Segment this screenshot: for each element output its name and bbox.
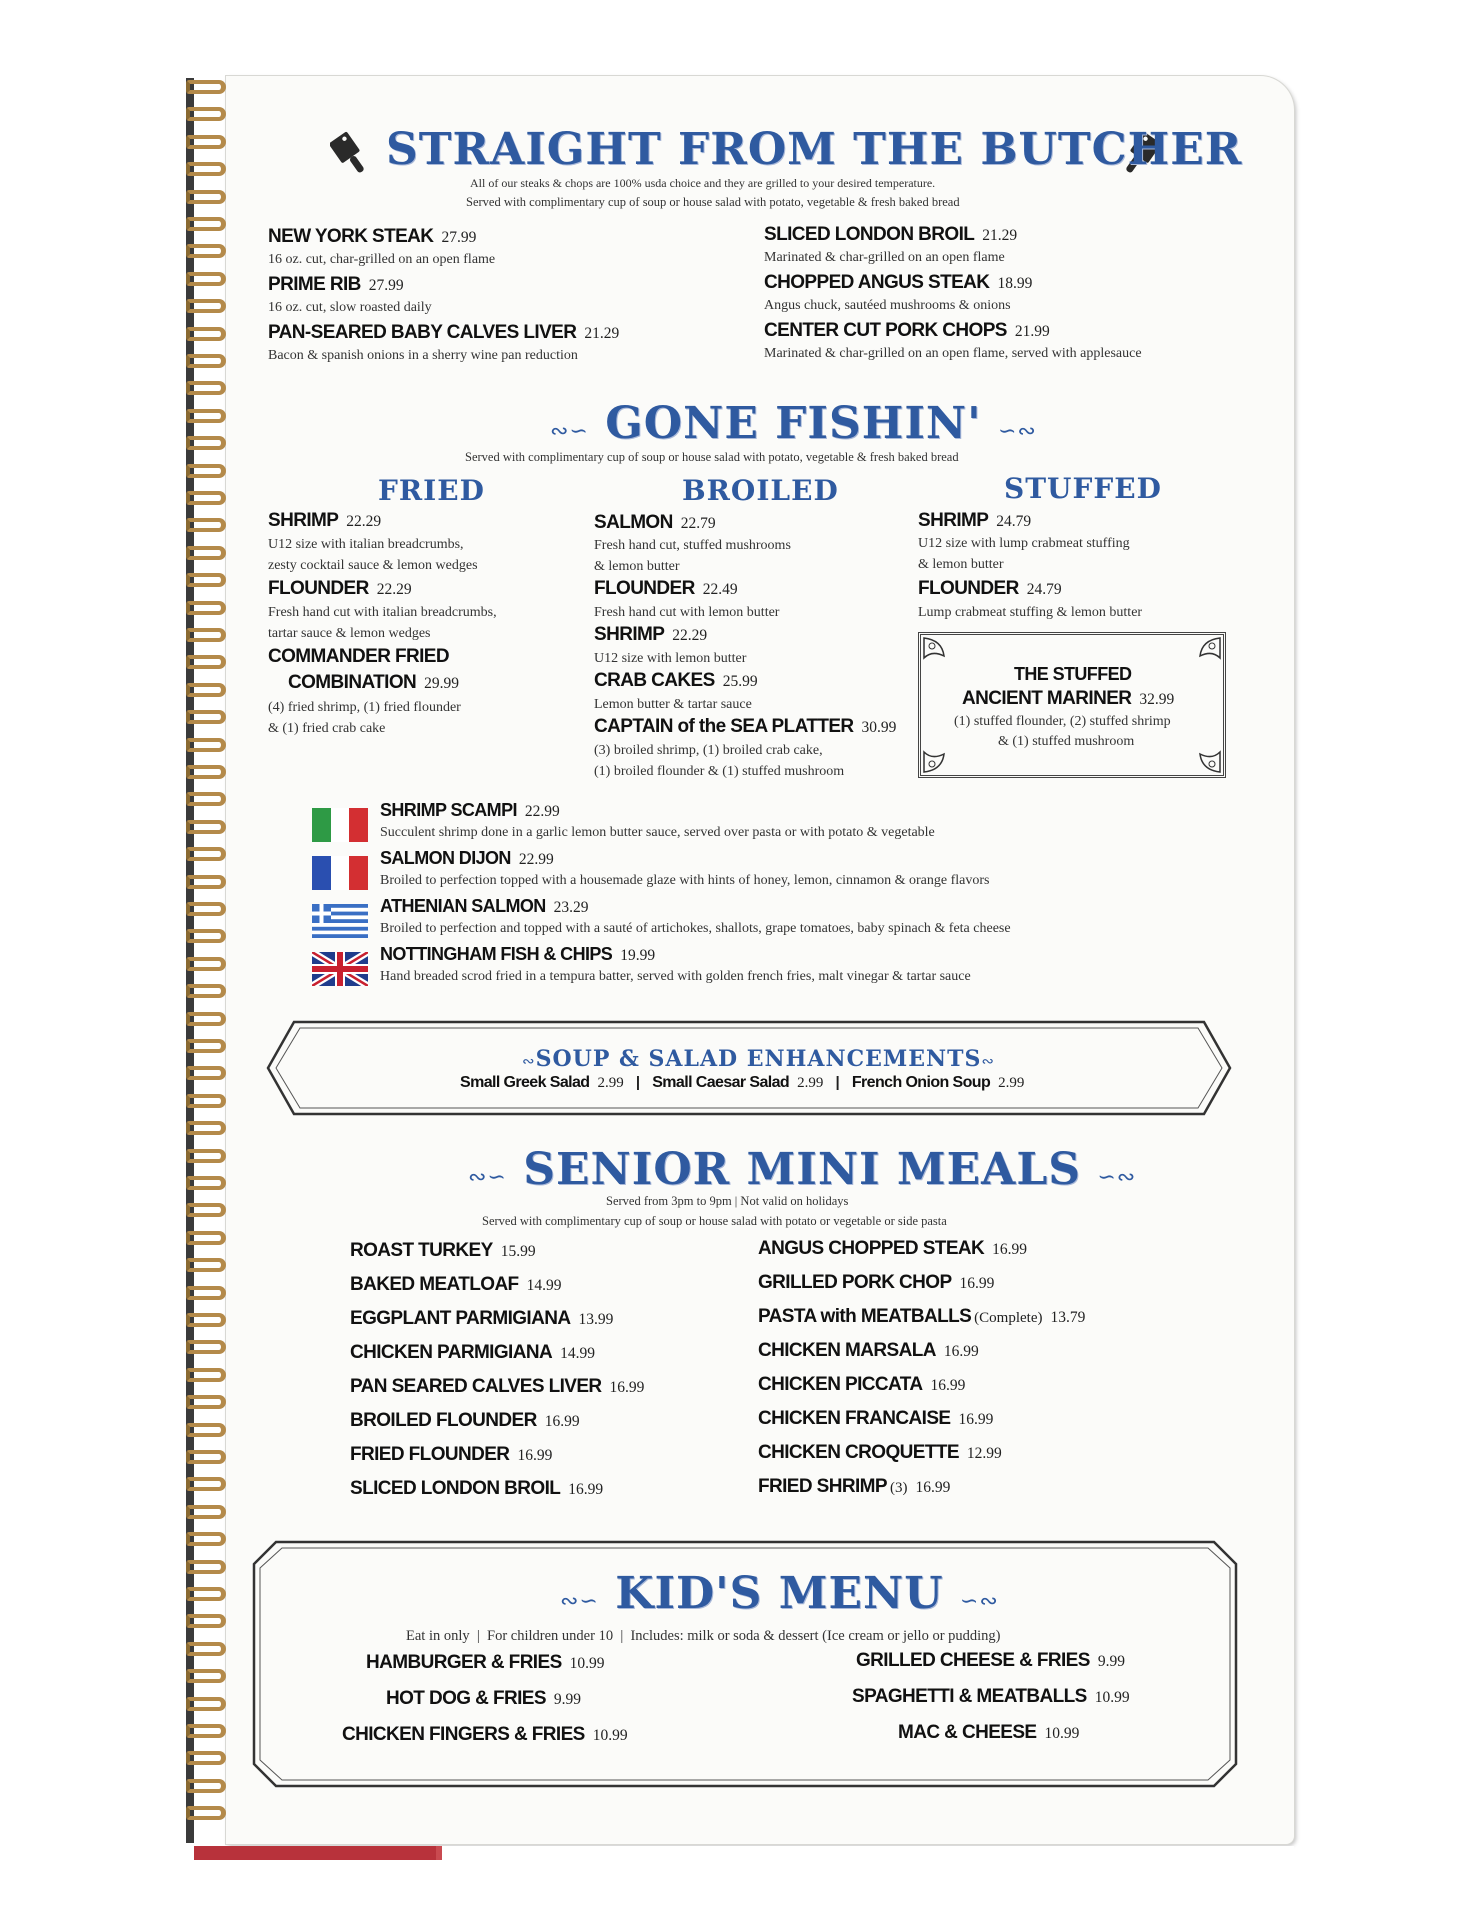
binding-coil — [186, 1642, 226, 1656]
item-desc: (1) stuffed flounder, (2) stuffed shrimp — [954, 714, 1171, 729]
item-price: 12.99 — [966, 1445, 1002, 1462]
item-name: CRAB CAKES — [594, 670, 715, 691]
menu-item — [918, 510, 1031, 532]
menu-item — [764, 320, 1050, 342]
binding-coil — [186, 1505, 226, 1519]
item-desc: Bacon & spanish onions in a sherry wine pan reduction — [268, 348, 578, 363]
item-name: CHICKEN MARSALA — [758, 1340, 936, 1361]
item-price: 16.99 — [992, 1241, 1028, 1258]
item-name: SHRIMP SCAMPI — [380, 800, 517, 820]
item-name: COMMANDER FRIED — [268, 646, 449, 667]
italy-flag-icon — [312, 808, 368, 842]
menu-item — [350, 1274, 561, 1296]
item-name: FLOUNDER — [918, 578, 1019, 599]
item-name: CHICKEN FRANCAISE — [758, 1408, 951, 1429]
item-price: 27.99 — [441, 229, 477, 246]
binding-coil — [186, 683, 226, 697]
item-name: ROAST TURKEY — [350, 1240, 493, 1261]
enhancements-title — [522, 1046, 995, 1072]
item-name: SHRIMP — [594, 624, 665, 645]
item-name: CHOPPED ANGUS STEAK — [764, 272, 990, 293]
binding-coil — [186, 601, 226, 615]
item-price: 15.99 — [500, 1243, 536, 1260]
item-desc: (3) broiled shrimp, (1) broiled crab cake, — [594, 743, 823, 758]
item-name: ANGUS CHOPPED STEAK — [758, 1238, 985, 1259]
item-price: 16.99 — [943, 1343, 979, 1360]
item-price: 10.99 — [569, 1655, 605, 1672]
item-price: 24.79 — [1026, 581, 1062, 598]
binding-coil — [186, 1094, 226, 1108]
item-price: 22.79 — [680, 515, 716, 532]
item-name: PAN SEARED CALVES LIVER — [350, 1376, 602, 1397]
binding-coil — [186, 792, 226, 806]
item-name: FRIED FLOUNDER — [350, 1444, 510, 1465]
item-name: FLOUNDER — [268, 578, 369, 599]
item-price: 16.99 — [958, 1411, 994, 1428]
item-price: 10.99 — [592, 1727, 628, 1744]
item-name: SLICED LONDON BROIL — [764, 224, 975, 245]
item-name: PRIME RIB — [268, 274, 361, 295]
binding-coil — [186, 655, 226, 669]
binding-coil — [186, 1587, 226, 1601]
binding-coil — [186, 217, 226, 231]
binding-coil — [186, 464, 226, 478]
binding-coil — [186, 1395, 226, 1409]
item-price: 22.99 — [524, 803, 560, 820]
binding-coil — [186, 1532, 226, 1546]
menu-item — [758, 1408, 993, 1430]
item-price: 16.99 — [930, 1377, 966, 1394]
menu-item — [594, 716, 896, 738]
item-name: PAN-SEARED BABY CALVES LIVER — [268, 322, 577, 343]
scroll-ornament-icon: ∽∾ — [959, 1589, 999, 1614]
scroll-ornament-icon: ∾ — [981, 1052, 995, 1070]
menu-item — [380, 848, 554, 869]
item-price: 14.99 — [526, 1277, 562, 1294]
item-desc: Fresh hand cut with italian breadcrumbs, — [268, 605, 497, 620]
scroll-ornament-icon: ∾ — [522, 1052, 536, 1070]
item-price: 10.99 — [1094, 1689, 1130, 1706]
item-price: 9.99 — [553, 1691, 582, 1708]
binding-coil — [186, 381, 226, 395]
menu-item — [350, 1308, 613, 1330]
binding-coil — [186, 327, 226, 341]
menu-item — [918, 578, 1062, 600]
corner-ornament-icon — [1182, 636, 1222, 676]
item-price: 29.99 — [424, 675, 460, 692]
binding-coil — [186, 1477, 226, 1491]
binding-coil — [186, 1012, 226, 1026]
binding-coil — [186, 518, 226, 532]
binding-coil — [186, 902, 226, 916]
binding-coil — [186, 135, 226, 149]
binding-coil — [186, 272, 226, 286]
item-desc: U12 size with italian breadcrumbs, — [268, 537, 464, 552]
binding-coil — [186, 162, 226, 176]
menu-item — [350, 1444, 552, 1466]
menu-item — [268, 510, 381, 532]
item-desc: U12 size with lump crabmeat stuffing — [918, 536, 1130, 551]
item-desc: Lemon butter & tartar sauce — [594, 697, 752, 712]
spiral-binding — [186, 80, 230, 1840]
item-price: 22.29 — [346, 513, 382, 530]
item-price: 23.29 — [553, 899, 589, 916]
item-price: 16.99 — [959, 1275, 995, 1292]
item-price: 22.29 — [672, 627, 708, 644]
binding-coil — [186, 354, 226, 368]
item-name: CHICKEN PARMIGIANA — [350, 1342, 553, 1363]
binding-coil — [186, 1560, 226, 1574]
enhancements-list — [460, 1074, 1024, 1092]
binding-coil — [186, 1423, 226, 1437]
item-price: 13.79 — [1050, 1309, 1086, 1326]
item-name: BROILED FLOUNDER — [350, 1410, 537, 1431]
menu-item — [856, 1650, 1125, 1672]
binding-coil — [186, 847, 226, 861]
uk-flag-icon — [312, 952, 368, 986]
binding-coil — [186, 107, 226, 121]
item-price: 2.99 — [797, 1075, 824, 1091]
binding-coil — [186, 1724, 226, 1738]
menu-item — [350, 1410, 580, 1432]
binding-coil — [186, 573, 226, 587]
france-flag-icon — [312, 856, 368, 890]
item-desc: Succulent shrimp done in a garlic lemon butter sauce, served over pasta or with potato & vegetable — [380, 825, 935, 840]
item-desc: Broiled to perfection and topped with a sauté of artichokes, shallots, grape tomatoes, baby spinach & feta cheese — [380, 921, 1011, 936]
menu-item — [342, 1724, 628, 1746]
item-name: FLOUNDER — [594, 578, 695, 599]
cleaver-icon — [330, 128, 374, 178]
item-price: 24.79 — [996, 513, 1032, 530]
item-name: SLICED LONDON BROIL — [350, 1478, 561, 1499]
item-price: 22.49 — [702, 581, 738, 598]
menu-item — [594, 624, 707, 646]
scroll-ornament-icon: ∽∾ — [997, 419, 1037, 444]
binding-coil — [186, 820, 226, 834]
item-desc: (4) fried shrimp, (1) fried flounder — [268, 700, 461, 715]
item-price: 10.99 — [1044, 1725, 1080, 1742]
binding-coil — [186, 1697, 226, 1711]
item-price: 2.99 — [597, 1075, 624, 1091]
item-name: NOTTINGHAM FISH & CHIPS — [380, 944, 613, 964]
menu-item — [594, 512, 716, 534]
item-name: THE STUFFED — [1014, 664, 1132, 684]
item-desc: (1) broiled flounder & (1) stuffed mushroom — [594, 764, 845, 779]
menu-item — [594, 670, 758, 692]
item-name: SHRIMP — [918, 510, 989, 531]
kids-title — [560, 1568, 999, 1619]
binding-coil — [186, 436, 226, 450]
menu-item — [380, 800, 560, 821]
kids-note: Eat in only | For children under 10 | Includes: milk or soda & dessert (Ice cream or jello or pudding) — [406, 1628, 1001, 1644]
menu-item — [268, 322, 619, 344]
item-name: CHICKEN FINGERS & FRIES — [342, 1724, 585, 1745]
item-name: SPAGHETTI & MEATBALLS — [852, 1686, 1087, 1707]
item-price: 30.99 — [861, 719, 897, 736]
item-desc: 16 oz. cut, char-grilled on an open flame — [268, 252, 496, 267]
binding-coil — [186, 244, 226, 258]
item-name: ATHENIAN SALMON — [380, 896, 546, 916]
binding-coil — [186, 1669, 226, 1683]
binding-coil — [186, 1149, 226, 1163]
item-desc: tartar sauce & lemon wedges — [268, 626, 431, 641]
item-price: 16.99 — [544, 1413, 580, 1430]
item-name: FRIED SHRIMP — [758, 1476, 887, 1497]
fishin-note: Served with complimentary cup of soup or house salad with potato, vegetable & fresh baked bread — [465, 450, 959, 464]
menu-item — [350, 1240, 536, 1262]
item-price: 22.29 — [376, 581, 412, 598]
binding-coil — [186, 546, 226, 560]
item-desc: 16 oz. cut, slow roasted daily — [268, 300, 432, 315]
greece-flag-icon — [312, 904, 368, 938]
binding-coil — [186, 80, 226, 94]
menu-item — [288, 672, 459, 694]
item-price: 13.99 — [578, 1311, 614, 1328]
binding-coil — [186, 929, 226, 943]
item-desc: Marinated & char-grilled on an open flame — [764, 250, 1005, 265]
item-name: CAPTAIN of the SEA PLATTER — [594, 716, 854, 737]
binding-coil — [186, 1340, 226, 1354]
binding-coil — [186, 957, 226, 971]
item-price: 9.99 — [1097, 1653, 1125, 1670]
scroll-ornament-icon: ∾∽ — [468, 1165, 507, 1190]
item-price: 16.99 — [609, 1379, 645, 1396]
binding-coil — [186, 984, 226, 998]
menu-item — [350, 1478, 603, 1500]
binding-coil — [186, 1286, 226, 1300]
binding-coil — [186, 1450, 226, 1464]
item-name: BAKED MEATLOAF — [350, 1274, 519, 1295]
binding-coil — [186, 1039, 226, 1053]
menu-item — [758, 1238, 1027, 1260]
binding-coil — [186, 738, 226, 752]
item-price: 21.99 — [1014, 323, 1050, 340]
fishin-title — [550, 398, 1037, 449]
item-desc: Hand breaded scrod fried in a tempura batter, served with golden french fries, malt vinegar & tartar sauce — [380, 969, 971, 984]
item-note: (Complete) — [974, 1310, 1043, 1326]
item-name: CHICKEN CROQUETTE — [758, 1442, 959, 1463]
mariner-title-line2 — [962, 688, 1174, 710]
menu-item — [268, 274, 404, 296]
item-price: 2.99 — [998, 1075, 1025, 1091]
binding-coil — [186, 875, 226, 889]
item-name: MAC & CHEESE — [898, 1722, 1037, 1743]
menu-item — [852, 1686, 1130, 1708]
item-price: 21.29 — [982, 227, 1018, 244]
binding-coil — [186, 491, 226, 505]
senior-title — [468, 1144, 1136, 1195]
senior-note-2: Served with complimentary cup of soup or house salad with potato or vegetable or side pasta — [482, 1214, 947, 1228]
item-desc: Lump crabmeat stuffing & lemon butter — [918, 605, 1143, 620]
menu-item — [268, 646, 449, 668]
menu-item — [268, 226, 476, 248]
menu-item — [350, 1376, 644, 1398]
separator: | — [635, 1074, 641, 1091]
menu-item — [758, 1340, 979, 1362]
binding-coil — [186, 1258, 226, 1272]
menu-item — [764, 224, 1017, 246]
item-desc: Fresh hand cut, stuffed mushrooms — [594, 538, 791, 553]
scroll-ornament-icon: ∽∾ — [1097, 1165, 1137, 1190]
item-name: EGGPLANT PARMIGIANA — [350, 1308, 571, 1329]
binding-coil — [186, 710, 226, 724]
item-price: 14.99 — [560, 1345, 595, 1362]
menu-item — [350, 1342, 595, 1364]
item-price: 16.99 — [915, 1479, 951, 1496]
menu-item — [594, 578, 738, 600]
binding-coil — [186, 1751, 226, 1765]
item-price: 32.99 — [1139, 691, 1175, 708]
item-price: 19.99 — [620, 947, 656, 964]
menu-item — [380, 944, 655, 965]
item-name: SHRIMP — [268, 510, 339, 531]
menu-item — [898, 1722, 1079, 1744]
item-price: 22.99 — [518, 851, 554, 868]
mariner-title-line1 — [1014, 664, 1131, 685]
item-name: SALMON — [594, 512, 673, 533]
item-name: COMBINATION — [288, 672, 417, 693]
item-name: PASTA with MEATBALLS — [758, 1306, 972, 1327]
binding-coil — [186, 190, 226, 204]
item-price: 16.99 — [568, 1481, 604, 1498]
item-name: Small Caesar Salad — [652, 1074, 790, 1091]
binding-coil — [186, 409, 226, 423]
item-name: Small Greek Salad — [460, 1074, 590, 1091]
item-desc: Marinated & char-grilled on an open flame, served with applesauce — [764, 346, 1142, 361]
item-note: (3) — [889, 1480, 908, 1496]
item-name: HOT DOG & FRIES — [386, 1688, 546, 1709]
binding-coil — [186, 1368, 226, 1382]
binding-coil — [186, 1203, 226, 1217]
corner-ornament-icon — [922, 636, 962, 676]
item-name: NEW YORK STEAK — [268, 226, 434, 247]
binding-coil — [186, 1806, 226, 1820]
item-desc: & (1) stuffed mushroom — [998, 734, 1135, 749]
item-desc: Broiled to perfection topped with a housemade glaze with hints of honey, lemon, cinnamon & orange flavors — [380, 873, 990, 888]
item-price: 25.99 — [722, 673, 758, 690]
kids-title-text: KID'S MENU — [615, 1568, 944, 1619]
back-cover-edge — [194, 1846, 440, 1860]
binding-coil — [186, 1176, 226, 1190]
menu-item — [758, 1476, 950, 1498]
item-name: GRILLED PORK CHOP — [758, 1272, 952, 1293]
binding-coil — [186, 1614, 226, 1628]
item-name: ANCIENT MARINER — [962, 688, 1132, 709]
item-name: SALMON DIJON — [380, 848, 511, 868]
item-desc: zesty cocktail sauce & lemon wedges — [268, 558, 478, 573]
menu-item — [380, 896, 589, 917]
binding-coil — [186, 628, 226, 642]
separator: | — [835, 1074, 840, 1091]
item-price: 27.99 — [368, 277, 404, 294]
menu-item — [758, 1374, 965, 1396]
item-name: CENTER CUT PORK CHOPS — [764, 320, 1007, 341]
senior-note-1: Served from 3pm to 9pm | Not valid on holidays — [606, 1194, 849, 1208]
corner-ornament-icon — [922, 734, 962, 774]
corner-ornament-icon — [1182, 734, 1222, 774]
item-desc: Angus chuck, sautéed mushrooms & onions — [764, 298, 1011, 313]
senior-title-text: SENIOR MINI MEALS — [523, 1144, 1082, 1195]
item-desc: & lemon butter — [594, 559, 680, 574]
binding-coil — [186, 1066, 226, 1080]
binding-coil — [186, 1313, 226, 1327]
enhancements-title-text: SOUP & SALAD ENHANCEMENTS — [535, 1046, 982, 1072]
item-name: CHICKEN PICCATA — [758, 1374, 923, 1395]
binding-coil — [186, 1121, 226, 1135]
item-desc: & lemon butter — [918, 557, 1004, 572]
item-desc: & (1) fried crab cake — [268, 721, 386, 736]
binding-coil — [186, 299, 226, 313]
butcher-note-1: All of our steaks & chops are 100% usda choice and they are grilled to your desired temperature. — [470, 176, 936, 190]
fishin-title-text: GONE FISHIN' — [605, 398, 982, 449]
scroll-ornament-icon: ∾∽ — [560, 1589, 599, 1614]
item-price: 18.99 — [997, 275, 1033, 292]
menu-item — [366, 1652, 605, 1674]
menu-item — [764, 272, 1032, 294]
menu-item — [386, 1688, 581, 1710]
butcher-title: STRAIGHT FROM THE BUTCHER — [386, 124, 1243, 175]
item-price: 16.99 — [517, 1447, 553, 1464]
fried-title: FRIED — [378, 474, 485, 507]
broiled-title: BROILED — [682, 474, 839, 507]
menu-item — [758, 1272, 994, 1294]
scroll-ornament-icon: ∾∽ — [550, 419, 589, 444]
item-desc: Fresh hand cut with lemon butter — [594, 605, 780, 620]
item-desc: U12 size with lemon butter — [594, 651, 747, 666]
item-name: GRILLED CHEESE & FRIES — [856, 1650, 1090, 1671]
butcher-note-2: Served with complimentary cup of soup or house salad with potato, vegetable & fresh baked bread — [466, 195, 960, 209]
binding-coil — [186, 1779, 226, 1793]
item-price: 21.29 — [584, 325, 620, 342]
binding-coil — [186, 765, 226, 779]
stuffed-title: STUFFED — [1004, 472, 1162, 505]
item-name: HAMBURGER & FRIES — [366, 1652, 562, 1673]
menu-item — [268, 578, 412, 600]
menu-item — [758, 1306, 1085, 1328]
menu-item — [758, 1442, 1002, 1464]
back-cover-edge-accent — [436, 1846, 442, 1860]
item-name: French Onion Soup — [851, 1074, 991, 1091]
binding-coil — [186, 1231, 226, 1245]
